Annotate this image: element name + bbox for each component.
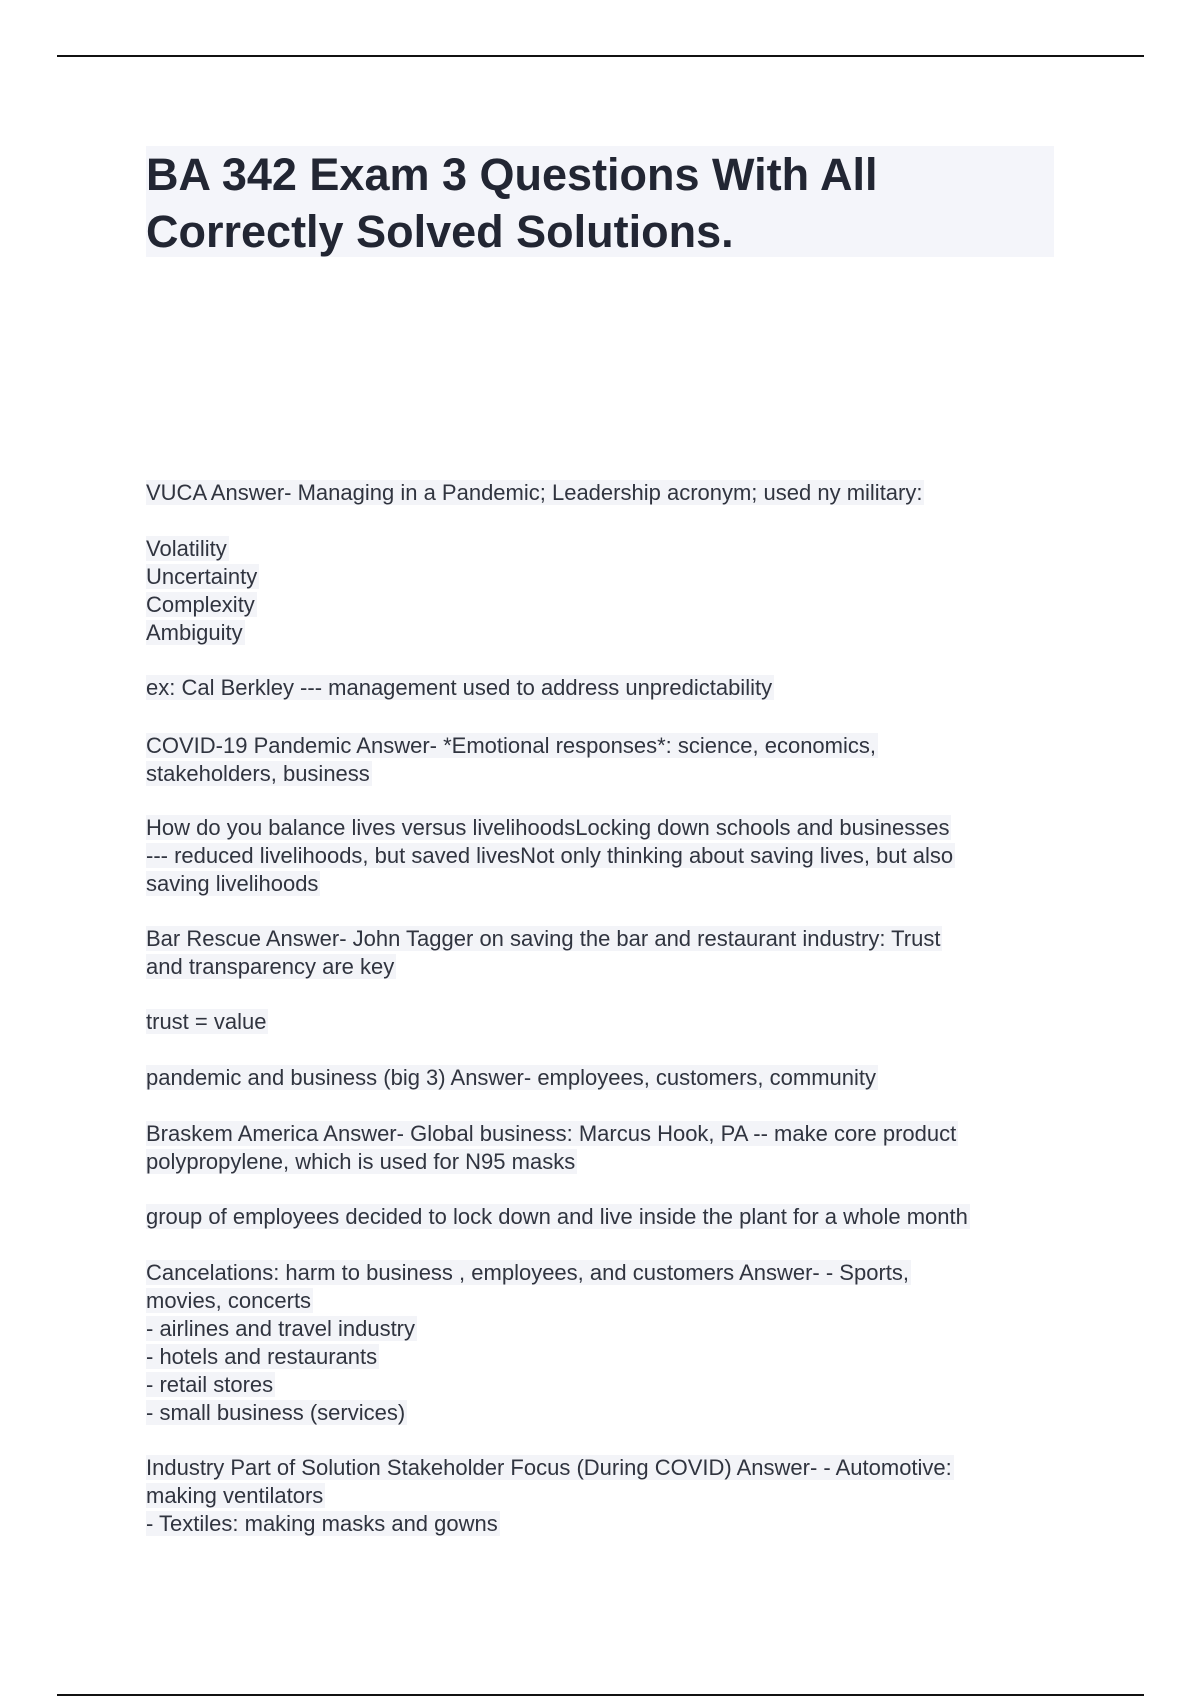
list-item: Ambiguity: [146, 620, 243, 645]
text-line: stakeholders, business: [146, 761, 370, 786]
title-line: BA 342 Exam 3 Questions With All: [146, 149, 878, 200]
text-line: VUCA Answer- Managing in a Pandemic; Leadership acronym; used ny military:: [146, 480, 923, 505]
vuca-terms-list: [146, 535, 1066, 647]
qa-covid-19-pandemic: [146, 732, 1066, 788]
footer-rule: [57, 1694, 1144, 1696]
text-line: movies, concerts: [146, 1288, 312, 1313]
document-title: [146, 146, 1054, 257]
text-line: ex: Cal Berkley --- management used to address unpredictability: [146, 675, 773, 700]
lives-vs-livelihoods: [146, 814, 1066, 898]
text-line: COVID-19 Pandemic Answer- *Emotional responses*: science, economics,: [146, 733, 876, 758]
employees-lockdown-note: [146, 1203, 1066, 1231]
text-line: group of employees decided to lock down and live inside the plant for a whole month: [146, 1204, 968, 1229]
text-line: Cancelations: harm to business , employees, and customers Answer- - Sports,: [146, 1260, 910, 1285]
text-line: trust = value: [146, 1009, 267, 1034]
qa-vuca: [146, 479, 1066, 507]
text-line: --- reduced livelihoods, but saved livesNot only thinking about saving lives, but also: [146, 843, 954, 868]
qa-bar-rescue: [146, 925, 1066, 981]
qa-cancelations: [146, 1259, 1066, 1427]
text-line: saving livelihoods: [146, 871, 319, 896]
header-rule: [57, 55, 1144, 57]
list-item: - airlines and travel industry: [146, 1316, 416, 1341]
text-line: making ventilators: [146, 1483, 324, 1508]
list-item: - small business (services): [146, 1400, 406, 1425]
text-line: How do you balance lives versus livelihoodsLocking down schools and businesses: [146, 815, 950, 840]
text-line: Braskem America Answer- Global business: Marcus Hook, PA -- make core product: [146, 1121, 957, 1146]
text-line: and transparency are key: [146, 954, 395, 979]
list-item: - hotels and restaurants: [146, 1344, 378, 1369]
text-line: polypropylene, which is used for N95 masks: [146, 1149, 576, 1174]
qa-industry-part-of-solution: [146, 1454, 1066, 1538]
example-note: [146, 674, 1066, 702]
qa-braskem-america: [146, 1120, 1066, 1176]
text-line: Industry Part of Solution Stakeholder Focus (During COVID) Answer- - Automotive:: [146, 1455, 952, 1480]
text-line: Bar Rescue Answer- John Tagger on saving the bar and restaurant industry: Trust: [146, 926, 941, 951]
list-item: Uncertainty: [146, 564, 258, 589]
list-item: - Textiles: making masks and gowns: [146, 1511, 498, 1536]
list-item: Volatility: [146, 536, 227, 561]
list-item: - retail stores: [146, 1372, 274, 1397]
list-item: Complexity: [146, 592, 255, 617]
qa-pandemic-and-business: [146, 1064, 1066, 1092]
title-line: Correctly Solved Solutions.: [146, 206, 734, 257]
text-line: pandemic and business (big 3) Answer- employees, customers, community: [146, 1065, 876, 1090]
trust-value-note: [146, 1008, 1066, 1036]
